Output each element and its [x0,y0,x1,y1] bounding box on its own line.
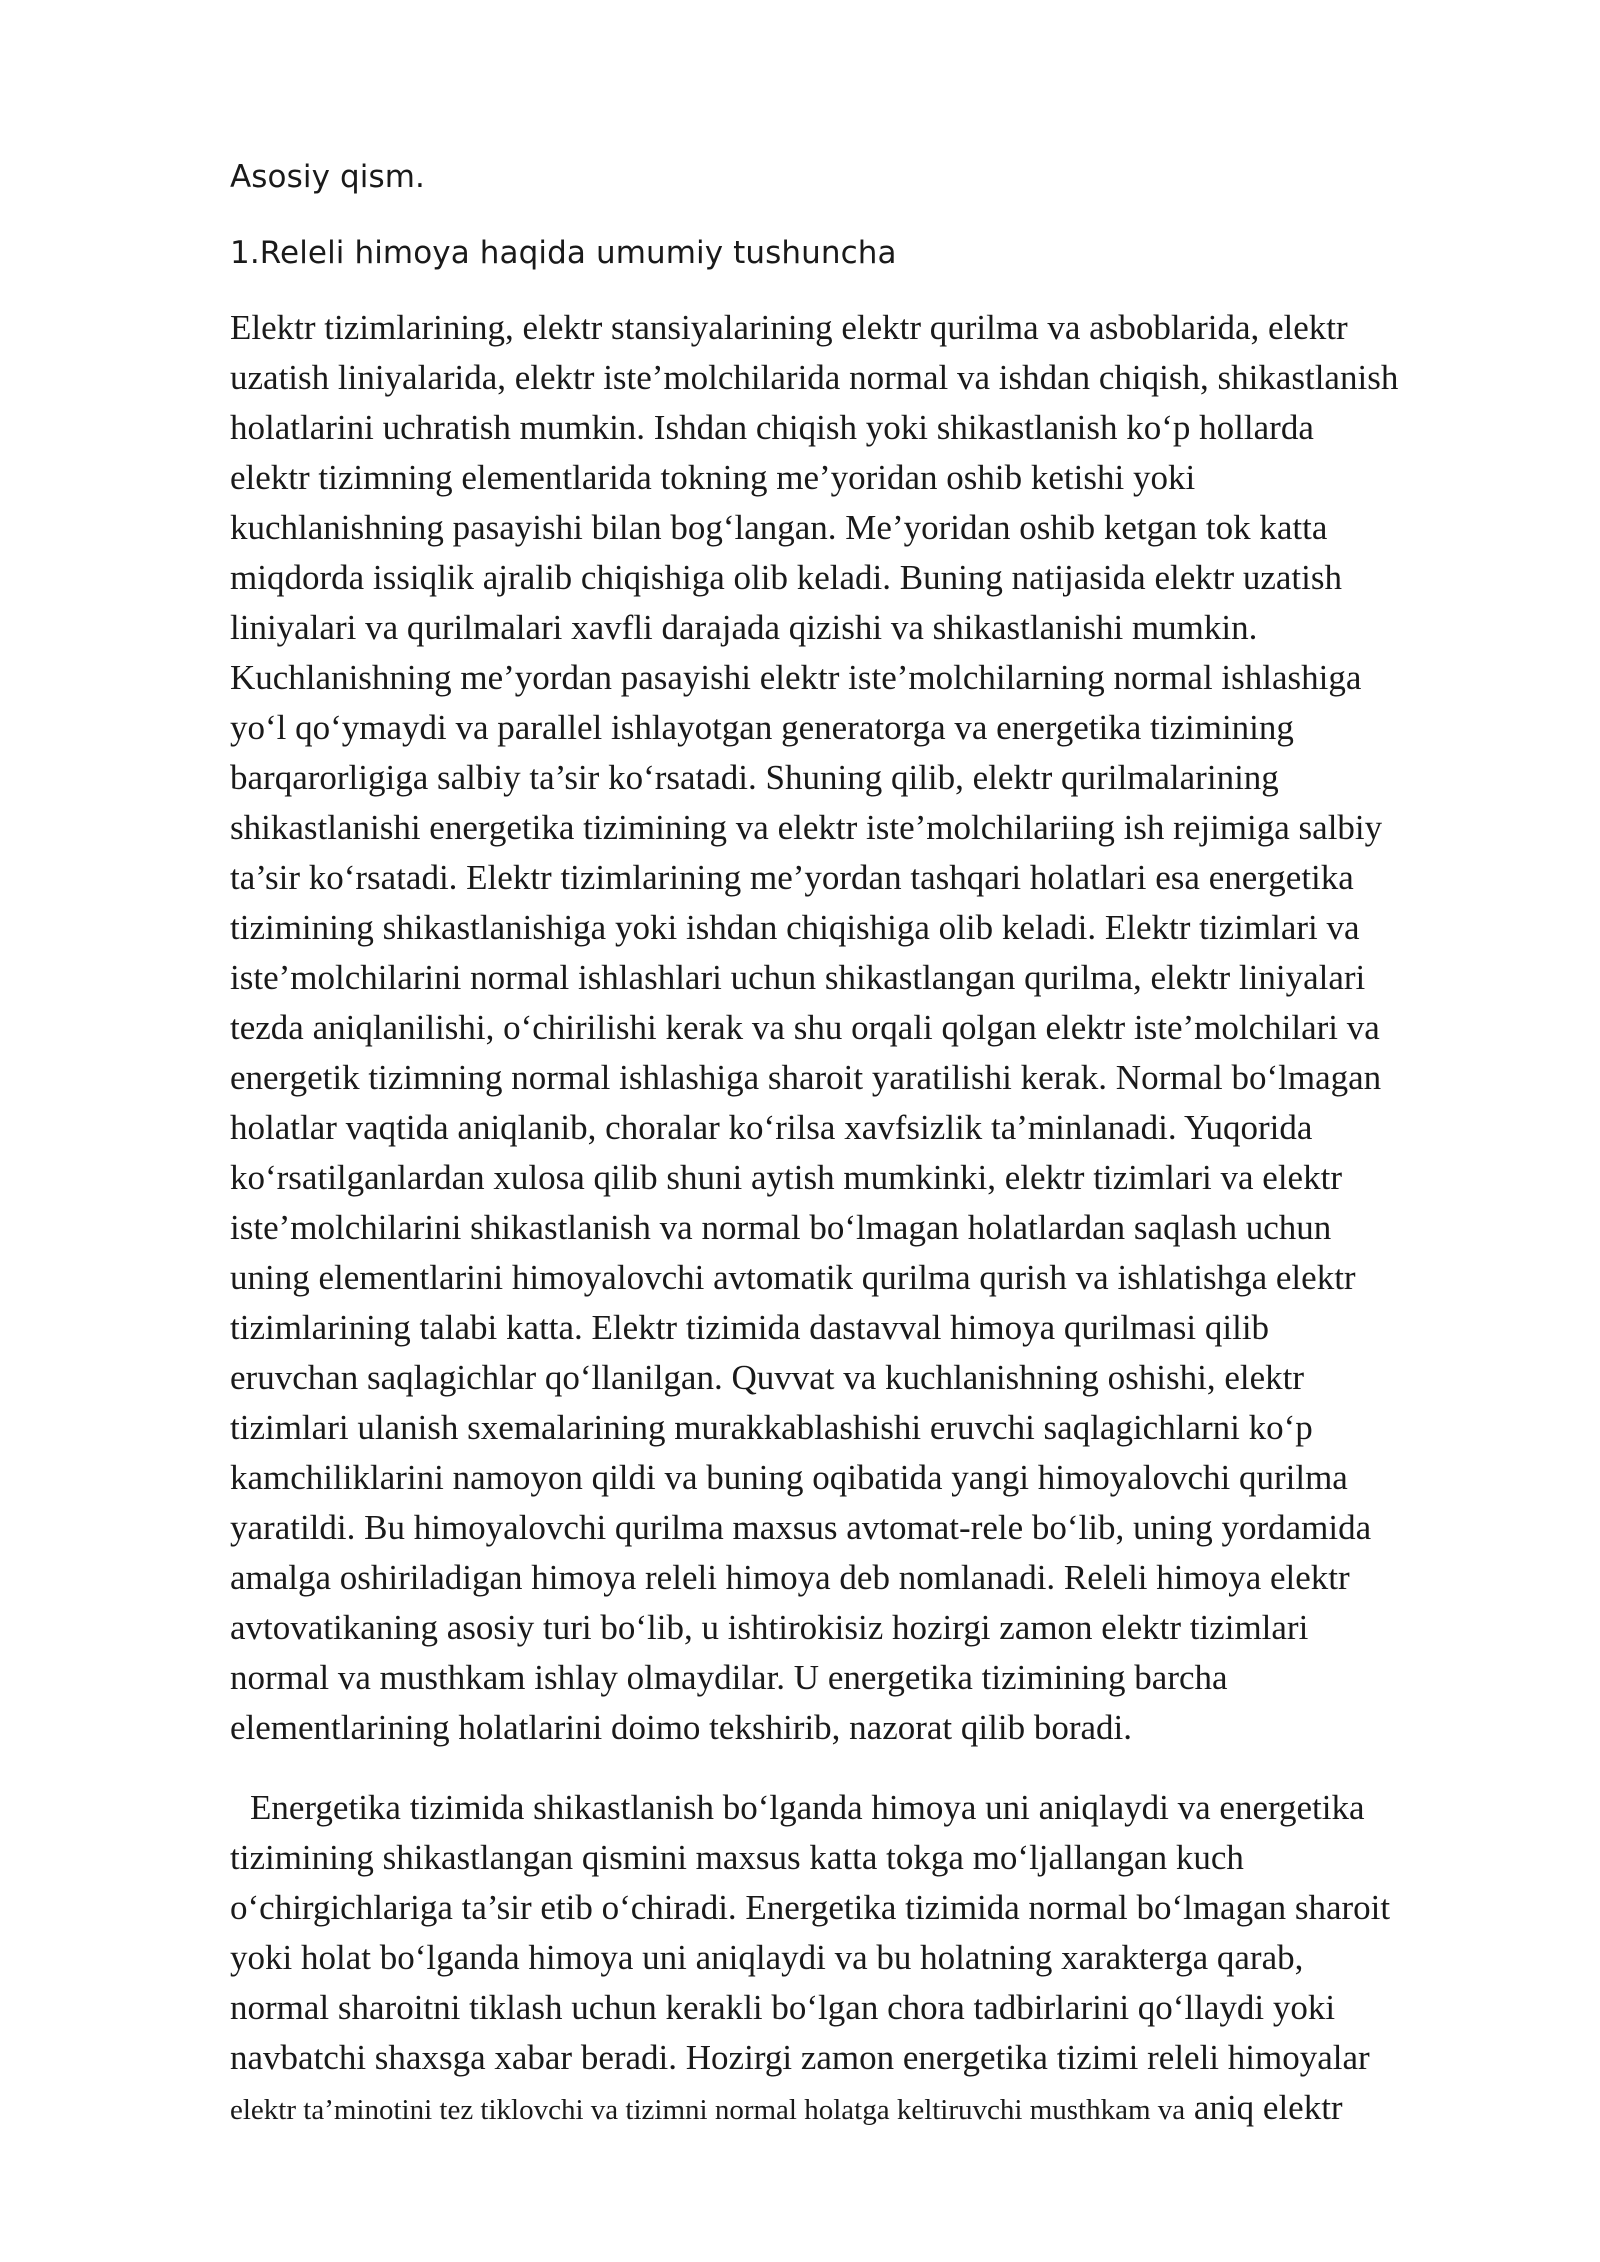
paragraph-2 [230,1783,1530,2135]
text-small-segment: elektr ta’minotini tez tiklovchi va tizimni normal holatga keltiruvchi musthkam va [230,2094,1186,2126]
text-line: tizimining shikastlangan qismini maxsus katta tokga moʻljallangan kuch [230,1838,1244,1877]
text-line: barqarorligiga salbiy ta’sir koʻrsatadi. Shuning qilib, elektr qurilmalarining [230,758,1279,797]
text-line: holatlar vaqtida aniqlanib, choralar koʻrilsa xavfsizlik ta’minlanadi. Yuqorida [230,1108,1313,1147]
text-line: normal sharoitni tiklash uchun kerakli boʻlgan chora tadbirlarini qoʻllaydi yoki [230,1988,1336,2027]
text-line: tizimining shikastlanishiga yoki ishdan chiqishiga olib keladi. Elektr tizimlari va [230,908,1360,947]
text-line: holatlarini uchratish mumkin. Ishdan chiqish yoki shikastlanish koʻp hollarda [230,408,1314,447]
document-heading: Asosiy qism. [230,159,425,195]
text-line: eruvchan saqlagichlar qoʻllanilgan. Quvvat va kuchlanishning oshishi, elektr [230,1358,1305,1397]
text-line: uning elementlarini himoyalovchi avtomatik qurilma qurish va ishlatishga elektr [230,1258,1356,1297]
text-line: Elektr tizimlarining, elektr stansiyalarining elektr qurilma va asboblarida, elektr [230,308,1348,347]
text-line: oʻchirgichlariga ta’sir etib oʻchiradi. Energetika tizimida normal boʻlmagan sharoit [230,1888,1391,1927]
text-line: Energetika tizimida shikastlanish boʻlganda himoya uni aniqlaydi va energetika [250,1788,1365,1827]
text-line: tizimlari ulanish sxemalarining murakkablashishi eruvchi saqlagichlarni koʻp [230,1408,1313,1447]
text-line: normal va musthkam ishlay olmaydilar. U energetika tizimining barcha [230,1658,1228,1697]
text-line: uzatish liniyalarida, elektr iste’molchilarida normal va ishdan chiqish, shikastlanish [230,358,1399,397]
text-line: navbatchi shaxsga xabar beradi. Hozirgi zamon energetika tizimi releli himoyalar [230,2038,1370,2077]
text-line: liniyalari va qurilmalari xavfli darajada qizishi va shikastlanishi mumkin. [230,608,1258,647]
text-line: yoki holat boʻlganda himoya uni aniqlaydi va bu holatning xarakterga qarab, [230,1938,1304,1977]
section-title: 1.Releli himoya haqida umumiy tushuncha [230,235,897,271]
text-line: koʻrsatilganlardan xulosa qilib shuni aytish mumkinki, elektr tizimlari va elektr [230,1158,1342,1197]
document-content [230,155,1530,2135]
text-line: shikastlanishi energetika tizimining va elektr iste’molchilariing ish rejimiga salbiy [230,808,1383,847]
text-line: amalga oshiriladigan himoya releli himoya deb nomlanadi. Releli himoya elektr [230,1558,1350,1597]
text-line: Kuchlanishning me’yordan pasayishi elektr iste’molchilarning normal ishlashiga [230,658,1362,697]
text-line: kuchlanishning pasayishi bilan bogʻlangan. Me’yoridan oshib ketgan tok katta [230,508,1328,547]
text-line: kamchiliklarini namoyon qildi va buning oqibatida yangi himoyalovchi qurilma [230,1458,1348,1497]
text-line: avtovatikaning asosiy turi boʻlib, u ishtirokisiz hozirgi zamon elektr tizimlari [230,1608,1309,1647]
text-line: tizimlarining talabi katta. Elektr tizimida dastavval himoya qurilmasi qilib [230,1308,1270,1347]
text-line-mixed [230,2083,1530,2135]
text-line: miqdorda issiqlik ajralib chiqishiga olib keladi. Buning natijasida elektr uzatish [230,558,1343,597]
text-large-segment: aniq elektr [1185,2088,1343,2127]
text-line: yaratildi. Bu himoyalovchi qurilma maxsus avtomat-rele boʻlib, uning yordamida [230,1508,1372,1547]
text-line: iste’molchilarini shikastlanish va normal boʻlmagan holatlardan saqlash uchun [230,1208,1332,1247]
text-line: iste’molchilarini normal ishlashlari uchun shikastlangan qurilma, elektr liniyalari [230,958,1366,997]
text-line: ta’sir koʻrsatadi. Elektr tizimlarining me’yordan tashqari holatlari esa energetika [230,858,1354,897]
text-line: tezda aniqlanilishi, oʻchirilishi kerak va shu orqali qolgan elektr iste’molchilari va [230,1008,1380,1047]
text-line: elektr tizimning elementlarida tokning me’yoridan oshib ketishi yoki [230,458,1196,497]
text-line: energetik tizimning normal ishlashiga sharoit yaratilishi kerak. Normal boʻlmagan [230,1058,1382,1097]
text-line: elementlarining holatlarini doimo tekshirib, nazorat qilib boradi. [230,1708,1132,1747]
paragraph-1 [230,303,1530,1753]
text-line: yoʻl qoʻymaydi va parallel ishlayotgan generatorga va energetika tizimining [230,708,1294,747]
